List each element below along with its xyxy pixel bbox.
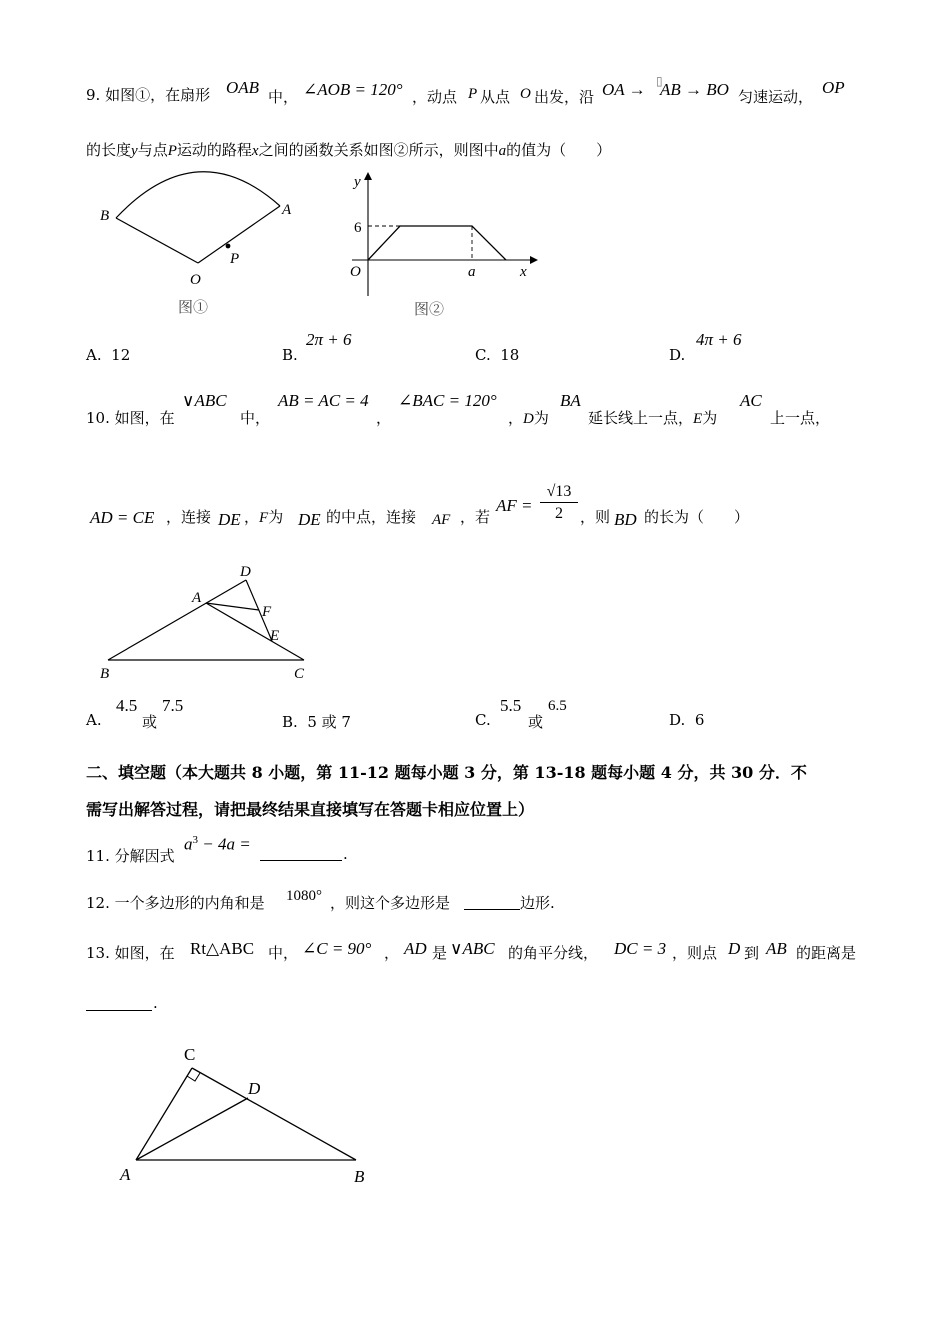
q9-option-C[interactable]: C. 18: [475, 346, 520, 364]
q12-number: 12.: [86, 894, 110, 912]
segment-AF: [206, 603, 259, 610]
label-O: O: [350, 264, 361, 280]
label-C: C: [184, 1045, 196, 1064]
label-6: 6: [354, 220, 362, 236]
label-P: P: [230, 251, 240, 267]
label-a: a: [468, 264, 476, 280]
label-B: B: [100, 666, 110, 682]
label-F: F: [262, 604, 272, 620]
q11-answer-blank[interactable]: [260, 844, 342, 861]
q11-expression: $a^3 - 4a$ =: [184, 834, 251, 854]
q9-number: 9.: [86, 86, 101, 104]
q9-figure-1-sector: [90, 160, 320, 320]
figure-caption: 图②: [414, 302, 445, 318]
sector-arc: [116, 172, 280, 218]
sector-radius-OB: [116, 218, 198, 263]
q9-line1: 9. 如图①，在扇形: [86, 86, 211, 104]
label-E: E: [270, 628, 280, 644]
q11-number: 11.: [86, 847, 110, 865]
segment-AD: [136, 1098, 248, 1160]
label-D: D: [240, 564, 251, 580]
function-graph: [368, 226, 506, 260]
q9-option-A[interactable]: A. 12: [86, 346, 131, 364]
label-y: y: [354, 174, 361, 190]
label-x: x: [520, 264, 527, 280]
q9-path-expr: OA →: [602, 80, 646, 99]
segment-CB: [192, 1068, 356, 1160]
label-A: A: [120, 1165, 131, 1184]
x-axis-arrow: [530, 256, 538, 264]
q10-option-D[interactable]: D. 6: [669, 711, 705, 729]
q12-line: 12. 一个多边形的内角和是: [86, 894, 265, 912]
label-A: A: [282, 202, 292, 218]
q9-figure-2-graph: [330, 168, 550, 318]
figure-caption: 图①: [178, 300, 209, 316]
y-axis-arrow: [364, 172, 372, 180]
q9-option-B[interactable]: B.: [282, 346, 298, 364]
label-B: B: [100, 208, 110, 224]
q12-answer-blank[interactable]: [464, 893, 520, 910]
label-B: B: [354, 1167, 365, 1186]
q10-option-B[interactable]: B. 5 或 7: [282, 713, 351, 731]
q9-line2: 的长度y与点P运动的路程x之间的函数关系如图②所示，则图中a的值为（ ）: [86, 141, 612, 159]
q13-number: 13.: [86, 944, 110, 962]
point-P: [226, 244, 231, 249]
label-A: A: [192, 590, 202, 606]
q10-number: 10.: [86, 409, 110, 427]
label-C: C: [294, 666, 305, 682]
q10-line1: 10. 如图，在: [86, 409, 175, 427]
q9-angle-expr: ∠AOB = 120°: [303, 80, 403, 99]
section-2-heading-cont: 需写出解答过程，请把最终结果直接填写在答题卡相应位置上）: [86, 800, 535, 819]
segment-AC: [206, 603, 304, 660]
q10-option-A[interactable]: A.: [86, 711, 102, 729]
section-2-heading: 二、填空题（本大题共 8 小题，第 11-12 题每小题 3 分，第 13-18 题每小题 4 分，共 30 分．不: [86, 763, 807, 782]
q10-figure: [96, 560, 326, 686]
q9-missing-glyph: ▯: [656, 74, 663, 88]
q10-fraction: √13 2: [540, 482, 578, 525]
q9-option-D[interactable]: D.: [669, 346, 686, 364]
q13-answer-blank[interactable]: [86, 994, 152, 1011]
q11-line: 11. 分解因式: [86, 847, 175, 865]
q13-figure: [110, 1040, 380, 1190]
q13-line1: 13. 如图，在: [86, 944, 175, 962]
segment-BD: [108, 580, 246, 660]
label-D: D: [248, 1079, 261, 1098]
q10-option-C[interactable]: C.: [475, 711, 491, 729]
segment-AC: [136, 1068, 192, 1160]
q9-sector-label: OAB: [226, 78, 260, 97]
label-O: O: [190, 272, 201, 288]
